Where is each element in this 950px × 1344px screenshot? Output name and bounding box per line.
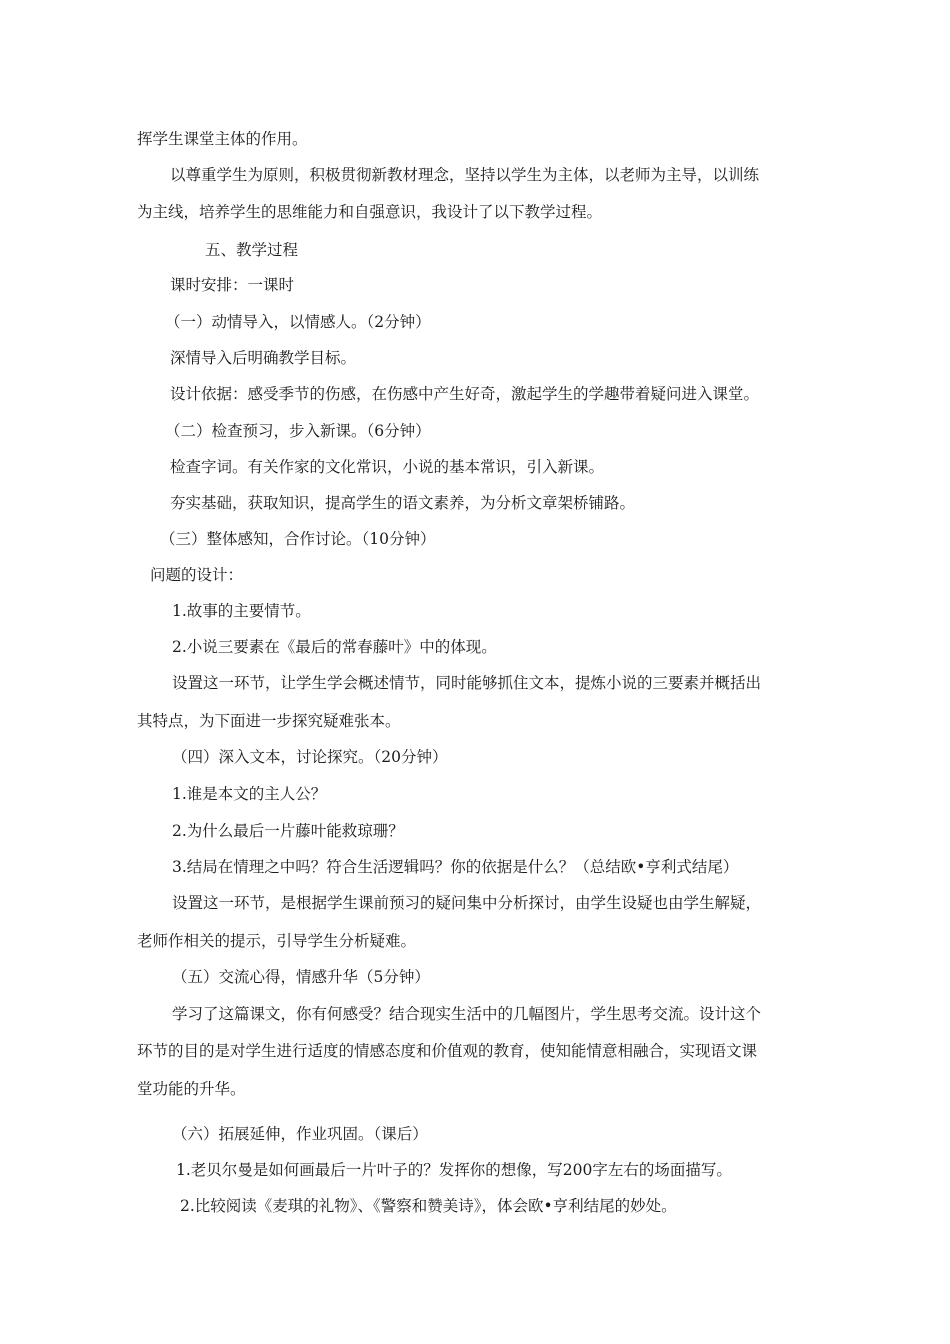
text-line: 老师作相关的提示，引导学生分析疑难。 bbox=[137, 932, 417, 950]
text-line: 以尊重学生为原则，积极贯彻新教材理念，坚持以学生为主体，以老师为主导，以训练 bbox=[170, 166, 760, 184]
list-item: 2.比较阅读《麦琪的礼物》、《警察和赞美诗》，体会欧•亨利结尾的妙处。 bbox=[180, 1197, 677, 1215]
section-heading: 五、教学过程 bbox=[205, 241, 299, 259]
text-line: 挥学生课堂主体的作用。 bbox=[137, 130, 308, 148]
text-line: 堂功能的升华。 bbox=[137, 1080, 246, 1098]
text-line: 设置这一环节，让学生学会概述情节，同时能够抓住文本，提炼小说的三要素并概括出 bbox=[172, 674, 762, 692]
step-heading: （六）拓展延伸，作业巩固。（课后） bbox=[172, 1125, 428, 1143]
list-item: 1.故事的主要情节。 bbox=[172, 602, 311, 620]
text-line: 为主线，培养学生的思维能力和自强意识，我设计了以下教学过程。 bbox=[137, 203, 603, 221]
text-line: 设计依据：感受季节的伤感，在伤感中产生好奇，激起学生的学趣带着疑问进入课堂。 bbox=[170, 385, 760, 403]
text-line: 其特点，为下面进一步探究疑难张本。 bbox=[137, 712, 401, 730]
text-line: 设置这一环节，是根据学生课前预习的疑问集中分析探讨，由学生设疑也由学生解疑， bbox=[172, 894, 762, 912]
step-heading: （一）动情导入，以情感人。（2分钟） bbox=[165, 313, 431, 331]
list-item: 2.为什么最后一片藤叶能救琼珊？ bbox=[172, 822, 404, 840]
list-item: 1.谁是本文的主人公？ bbox=[172, 785, 327, 803]
step-heading: （五）交流心得，情感升华（5分钟） bbox=[172, 968, 430, 986]
list-item: 2.小说三要素在《最后的常春藤叶》中的体现。 bbox=[172, 638, 497, 656]
step-heading: （二）检查预习，步入新课。（6分钟） bbox=[165, 422, 431, 440]
text-line: 深情导入后明确教学目标。 bbox=[170, 349, 357, 367]
step-heading: （四）深入文本，讨论探究。（20分钟） bbox=[172, 748, 448, 766]
text-line: 夯实基础，获取知识，提高学生的语文素养，为分析文章架桥铺路。 bbox=[170, 494, 636, 512]
list-item: 3.结局在情理之中吗？符合生活逻辑吗？你的依据是什么？（总结欧•亨利式结尾） bbox=[172, 858, 739, 876]
text-line: 检查字词。有关作家的文化常识，小说的基本常识，引入新课。 bbox=[170, 458, 605, 476]
text-line: 课时安排：一课时 bbox=[170, 276, 295, 294]
text-line: 环节的目的是对学生进行适度的情感态度和价值观的教育，使知能情意相融合，实现语文课 bbox=[137, 1042, 758, 1060]
text-line: 问题的设计： bbox=[150, 566, 244, 584]
step-heading: （三）整体感知，合作讨论。（10分钟） bbox=[160, 530, 436, 548]
list-item: 1.老贝尔曼是如何画最后一片叶子的？发挥你的想像，写200字左右的场面描写。 bbox=[176, 1161, 732, 1179]
text-line: 学习了这篇课文，你有何感受？结合现实生活中的几幅图片，学生思考交流。设计这个 bbox=[172, 1005, 762, 1023]
